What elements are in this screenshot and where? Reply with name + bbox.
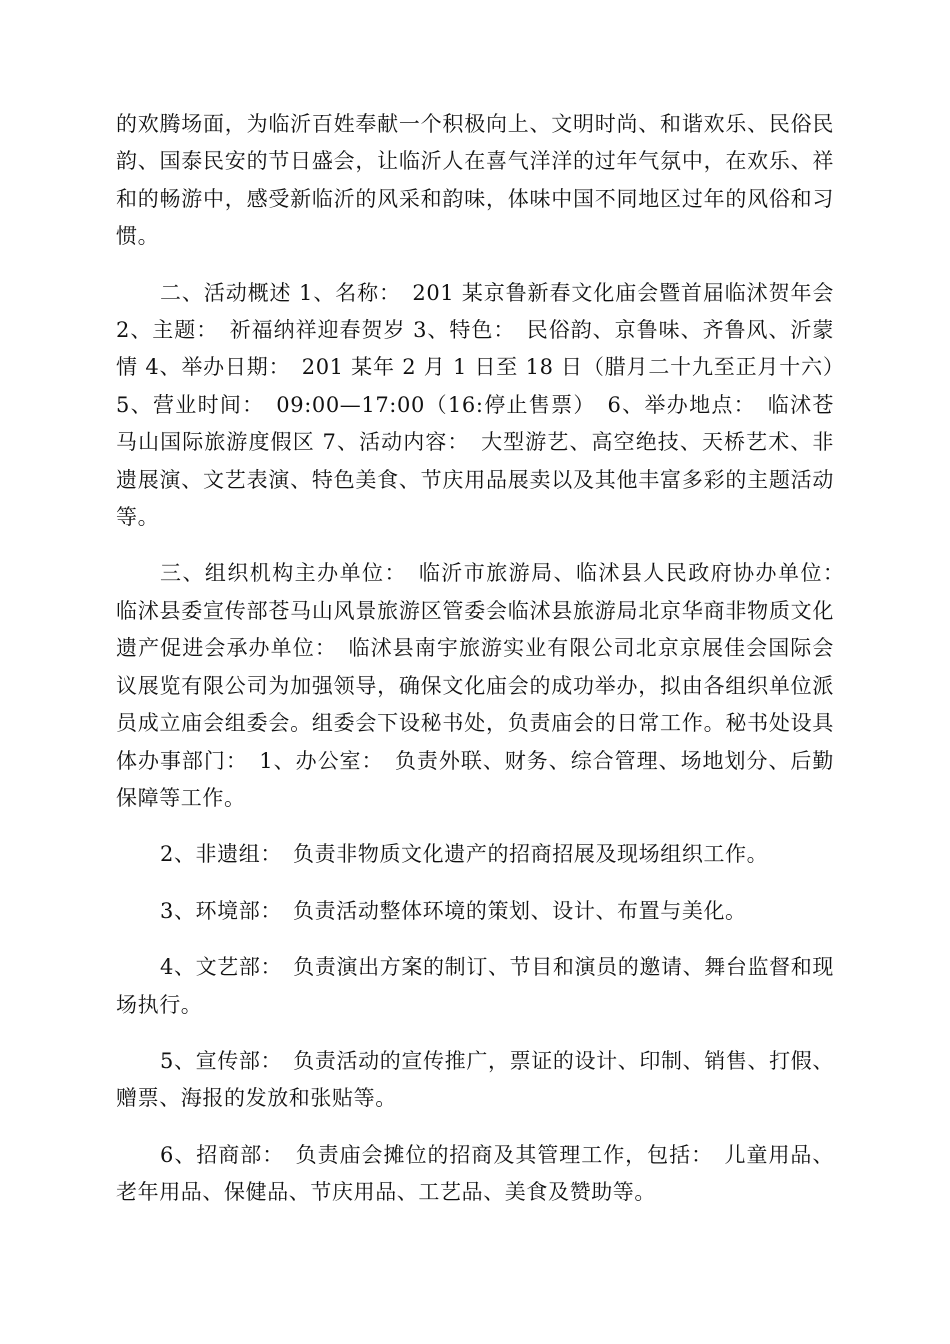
paragraph-organization: 三、组织机构主办单位： 临沂市旅游局、临沭县人民政府协办单位： 临沭县委宣传部苍马山风景旅游区管委会临沭县旅游局北京华商非物质文化遗产促进会承办单位： 临沭县南宇旅游实业有限公司北京京展佳会国际会议展览有限公司为加强领导，确保文化庙会的成功举办，拟由各组织单位派员成立庙会组委会。组委会下设秘书处，负责庙会的日常工作。秘书处设具体办事部门： 1、办公室： 负责外联、财务、综合管理、场地划分、后勤保障等工作。: [116, 561, 856, 810]
document-body: [116, 106, 856, 1231]
paragraph-investment-dept: 6、招商部： 负责庙会摊位的招商及其管理工作，包括： 儿童用品、老年用品、保健品、节庆用品、工艺品、美食及赞助等。: [116, 1142, 834, 1205]
paragraph-activity-overview: 二、活动概述 1、名称： 201 某京鲁新春文化庙会暨首届临沭贺年会 2、主题： 祈福纳祥迎春贺岁 3、特色： 民俗韵、京鲁味、齐鲁风、沂蒙情 4、举办日期： 201 某年 2 月 1 日至 18 日（腊月二十九至正月十六） 5、营业时间： 09:00—17:00（16:停止售票） 6、举办地点： 临沭苍马山国际旅游度假区 7、活动内容： 大型游艺、高空绝技、天桥艺术、非遗展演、文艺表演、特色美食、节庆用品展卖以及其他丰富多彩的主题活动等。: [116, 280, 856, 530]
paragraph-environment-dept: 3、环境部： 负责活动整体环境的策划、设计、布置与美化。: [160, 898, 747, 923]
paragraph-intro-continued: 的欢腾场面，为临沂百姓奉献一个积极向上、文明时尚、和谐欢乐、民俗民韵、国泰民安的节日盛会，让临沂人在喜气洋洋的过年气氛中，在欢乐、祥和的畅游中，感受新临沂的风采和韵味，体味中国不同地区过年的风俗和习惯。: [116, 112, 834, 249]
paragraph-publicity-dept: 5、宣传部： 负责活动的宣传推广，票证的设计、印制、销售、打假、赠票、海报的发放和张贴等。: [116, 1048, 834, 1111]
paragraph-heritage-group: 2、非遗组： 负责非物质文化遗产的招商招展及现场组织工作。: [160, 842, 769, 867]
paragraph-arts-dept: 4、文艺部： 负责演出方案的制订、节目和演员的邀请、舞台监督和现场执行。: [116, 955, 834, 1017]
